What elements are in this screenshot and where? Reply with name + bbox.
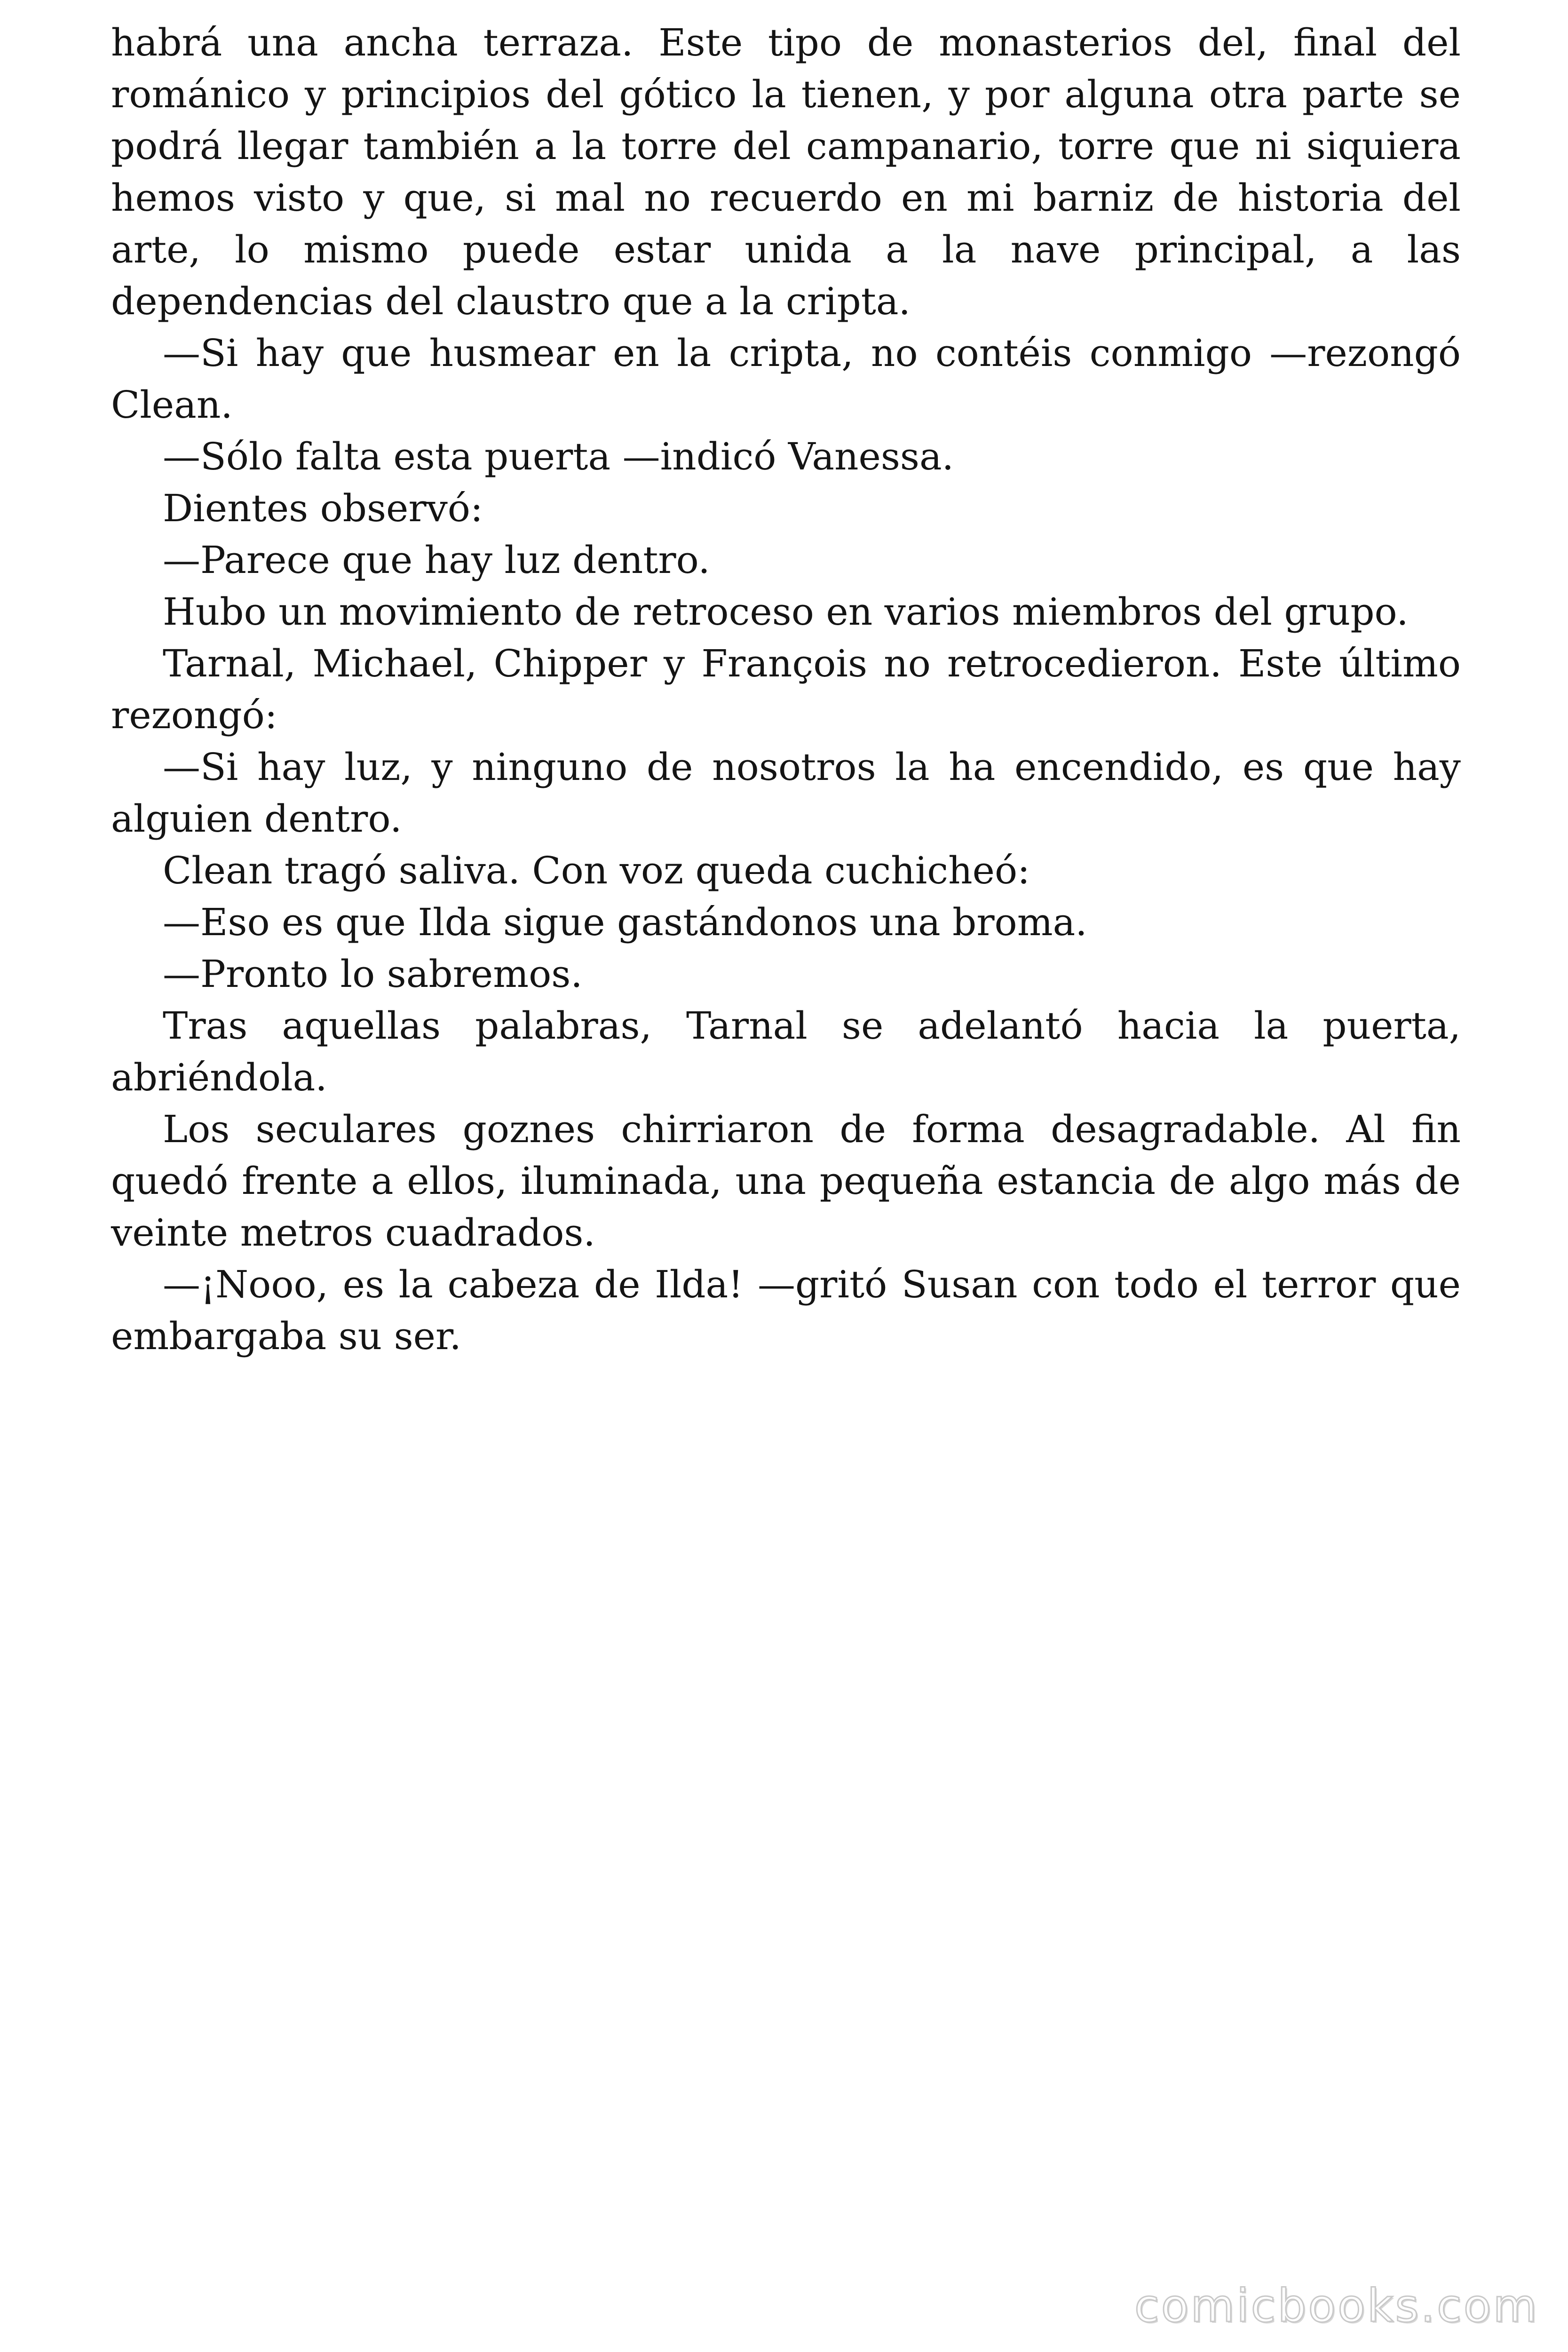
watermark: comicbooks.com — [1134, 2280, 1539, 2332]
paragraph-2: —Si hay que husmear en la cripta, no contéis conmigo —rezongó Clean. — [111, 331, 1461, 427]
paragraph-8: —Si hay luz, y ninguno de nosotros la ha encendido, es que hay alguien dentro. — [111, 745, 1461, 841]
paragraph-13: Los seculares goznes chirriaron de forma desagradable. Al fin quedó frente a ellos, iluminada, una pequeña estancia de algo más de veinte metros cuadrados. — [111, 1107, 1461, 1255]
paragraph-6: Hubo un movimiento de retroceso en varios miembros del grupo. — [163, 590, 1409, 634]
paragraph-7: Tarnal, Michael, Chipper y François no retrocedieron. Este último rezongó: — [111, 642, 1461, 737]
paragraph-9: Clean tragó saliva. Con voz queda cuchicheó: — [163, 849, 1030, 892]
paragraph-3: —Sólo falta esta puerta —indicó Vanessa. — [163, 435, 954, 478]
paragraph-4: Dientes observó: — [163, 486, 483, 530]
body-text — [111, 17, 1461, 1362]
paragraph-14: —¡Nooo, es la cabeza de Ilda! —gritó Susan con todo el terror que embargaba su ser. — [111, 1263, 1461, 1358]
paragraph-11: —Pronto lo sabremos. — [163, 952, 583, 996]
paragraph-1: habrá una ancha terraza. Este tipo de monasterios del, final del románico y principios del gótico la tienen, y por alguna otra parte se podrá llegar también a la torre del campanario, torre que ni siquiera hemos visto y que, si mal no recuerdo en mi barniz de historia del arte, lo mismo puede estar unida a la nave principal, a las dependencias del claustro que a la cripta. — [111, 21, 1461, 323]
paragraph-5: —Parece que hay luz dentro. — [163, 538, 710, 582]
paragraph-10: —Eso es que Ilda sigue gastándonos una broma. — [163, 900, 1087, 944]
paragraph-12: Tras aquellas palabras, Tarnal se adelantó hacia la puerta, abriéndola. — [111, 1004, 1461, 1099]
